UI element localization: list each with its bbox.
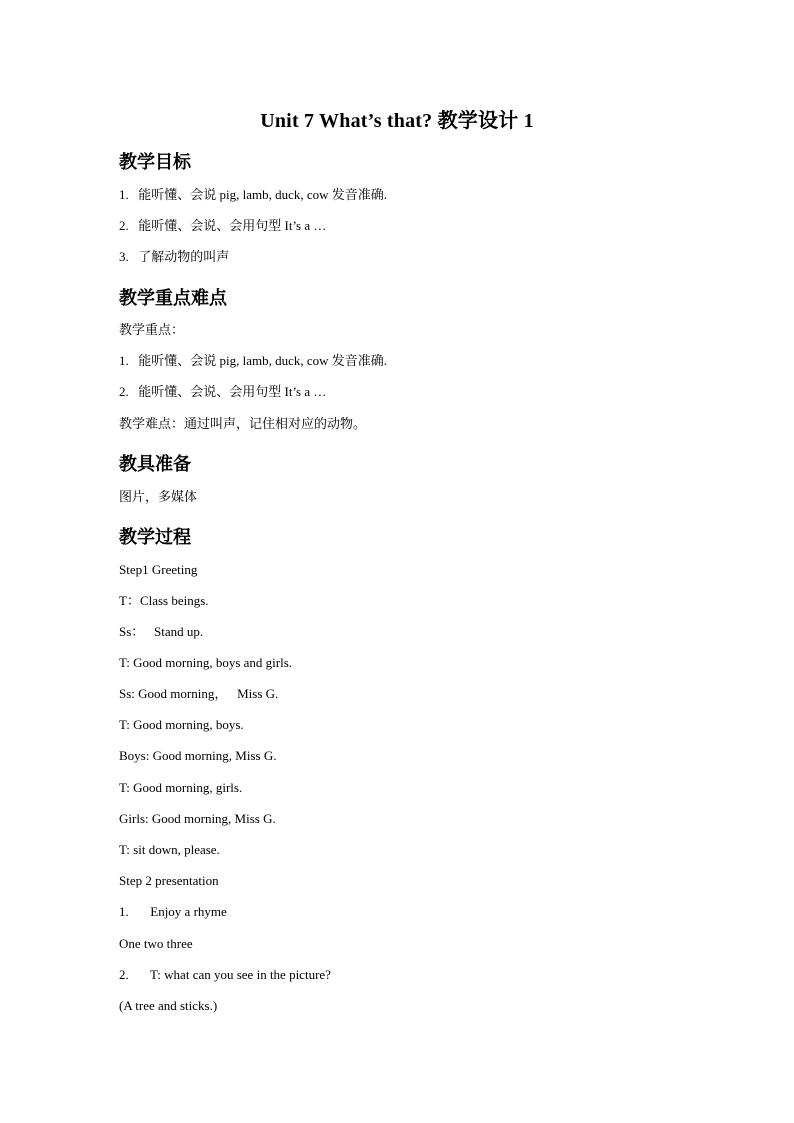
process-line: Step 2 presentation <box>119 873 219 888</box>
difficulty-line: 教学难点：通过叫声，记住相对应的动物。 <box>119 416 367 431</box>
item-number: 2. <box>119 218 129 233</box>
item-text: 能听懂、会说 pig, lamb, duck, cow 发音准确. <box>138 187 388 202</box>
process-line: T：Class beings. <box>119 593 209 608</box>
answer-line: (A tree and sticks.) <box>119 998 218 1013</box>
key-point-item <box>119 352 387 370</box>
item-text: T: what can you see in the picture? <box>150 967 331 982</box>
section-heading-objectives: 教学目标 <box>119 152 191 172</box>
item-number: 1. <box>119 904 129 919</box>
section-heading-materials: 教具准备 <box>119 454 191 474</box>
objective-item <box>119 248 229 266</box>
process-line: Girls: Good morning, Miss G. <box>119 811 276 826</box>
process-line: Ss： Stand up. <box>119 624 204 639</box>
item-text: 能听懂、会说、会用句型 It’s a … <box>138 384 327 399</box>
section-heading-key-points: 教学重点难点 <box>119 288 227 308</box>
section-heading-process: 教学过程 <box>119 527 191 547</box>
item-text: Enjoy a rhyme <box>150 904 227 919</box>
item-number: 1. <box>119 187 129 202</box>
process-line: T: Good morning, girls. <box>119 780 243 795</box>
document-title: Unit 7 What’s that? 教学设计 1 <box>260 110 534 132</box>
objective-item <box>119 217 326 235</box>
materials-text: 图片，多媒体 <box>119 489 198 504</box>
item-text: 能听懂、会说 pig, lamb, duck, cow 发音准确. <box>138 353 388 368</box>
process-line: T: Good morning, boys and girls. <box>119 655 293 670</box>
item-number: 2. <box>119 967 129 982</box>
process-numbered-item <box>119 903 227 921</box>
key-points-label: 教学重点： <box>119 322 185 337</box>
item-number: 3. <box>119 249 129 264</box>
objective-item <box>119 186 387 204</box>
process-line: T: sit down, please. <box>119 842 220 857</box>
item-number: 2. <box>119 384 129 399</box>
process-line: T: Good morning, boys. <box>119 717 244 732</box>
process-line: Step1 Greeting <box>119 562 198 577</box>
process-line: Boys: Good morning, Miss G. <box>119 748 277 763</box>
item-number: 1. <box>119 353 129 368</box>
process-line: Ss: Good morning， Miss G. <box>119 686 279 701</box>
rhyme-line: One two three <box>119 936 193 951</box>
process-numbered-item <box>119 966 331 984</box>
key-point-item <box>119 383 326 401</box>
item-text: 了解动物的叫声 <box>138 249 230 264</box>
item-text: 能听懂、会说、会用句型 It’s a … <box>138 218 327 233</box>
